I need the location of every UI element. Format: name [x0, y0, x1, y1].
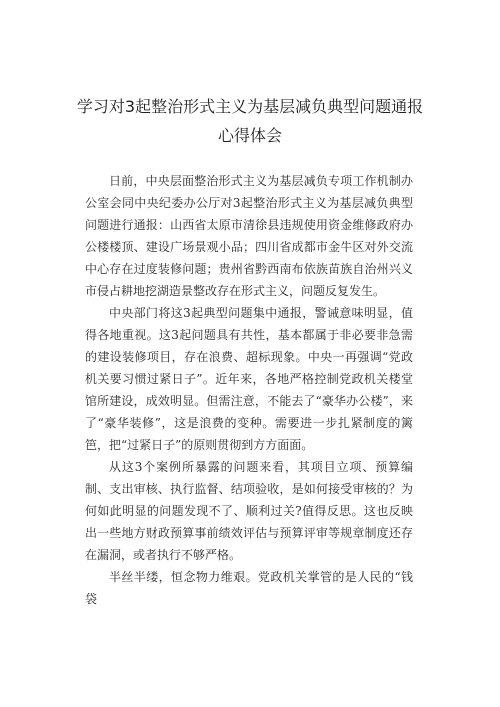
- paragraph-2: 中央部门将这3起典型问题集中通报，警诫意味明显，值得各地重视。这3起问题具有共性，基本都属于非必要非急需的建设装修项目，存在浪费、超标现象。中央一再强调“党政机关要习惯过紧日子”。近年来，各地严格控制党政机关楼堂馆所建设，成效明显。但需注意，不能去了“豪华办公楼”，来了“豪华装修”，这是浪费的变种。需要进一步扎紧制度的篱笆，把“过紧日子”的原则贯彻到方方面面。: [85, 306, 413, 452]
- paragraph-3: 从这3个案例所暴露的问题来看，其项目立项、预算编制、支出审核、执行监督、结项验收，是如何接受审核的？为何如此明显的问题发现不了、顺利过关?值得反思。这也反映出一些地方财政预算事前绩效评估与预算评审等规章制度还存在漏洞，或者执行不够严格。: [85, 460, 413, 562]
- document-title: 学习对3起整治形式主义为基层减负典型问题通报心得体会: [76, 97, 424, 145]
- paragraph-1: 日前，中央层面整治形式主义为基层减负专项工作机制办公室会同中央纪委办公厅对3起整治形式主义为基层减负典型问题进行通报：山西省太原市清徐县违规使用资金维修政府办公楼楼顶、建设广场景观小品；四川省成都市金牛区对外交流中心存在过度装修问题；贵州省黔西南布依族苗族自治州兴义市侵占耕地挖湖造景整改存在形式主义，问题反复发生。: [85, 174, 413, 298]
- document-body: [85, 170, 413, 610]
- paragraph-4: 半丝半缕，恒念物力维艰。党政机关掌管的是人民的“钱袋: [85, 570, 413, 606]
